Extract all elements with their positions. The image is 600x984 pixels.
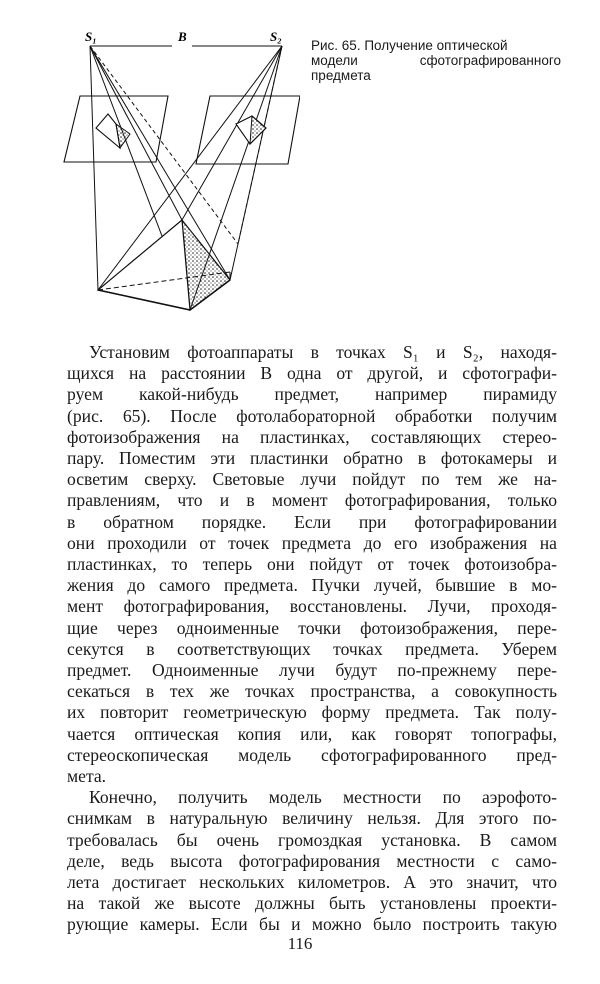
stereo-model-figure [60,20,300,320]
text-line: осветим сверху. Световые лучи пойдут по тем же на- [67,469,557,490]
label-s1: S₁ [85,29,97,44]
text-line: мета. [67,766,107,787]
text-line: щие через одноименные точки фотоизображения, пере- [67,617,557,638]
text-line: предмет. Одноименные лучи будут по-прежнему пере- [67,660,557,681]
text-line: чается оптическая копия или, как говорят топографы, [67,723,557,744]
caption-line: Рис. 65. Получение оптической [311,38,508,53]
text-line: на такой же высоте должны быть установлены проекти- [67,893,557,914]
label-s2: S₂ [270,29,282,44]
text-line: они проходили от точек предмета до его изображения на [67,532,557,553]
text-line: в обратном порядке. Если при фотографировании [67,511,557,532]
text-line: Установим фотоаппараты в точках S₁ и S₂, находя- [89,342,557,362]
diagram-lines [64,46,300,310]
text-line: правлениям, что и в момент фотографирования, только [67,490,557,511]
text-line: щихся на расстоянии B одна от другой, и сфотографи- [67,363,557,384]
text-line: снимкам в натуральную величину нельзя. Для этого по- [67,808,557,829]
text-line: мент фотографирования, восстановлены. Лучи, проходя- [67,596,557,617]
caption-line: предмета [311,68,371,83]
text-line: секутся в соответствующих точках предмета. Уберем [67,638,557,659]
pyramid-left-face [98,220,190,310]
text-line: их повторит геометрическую форму предмета. Так полу- [67,702,557,723]
label-b: B [178,29,187,44]
text-line: жения до самого предмета. Пучки лучей, бывшие в мо- [67,575,557,596]
text-line: деле, ведь высота фотографирования местности с само- [67,850,557,871]
body-text [67,342,557,936]
text-line: стереоскопическая модель сфотографированного пред- [67,744,557,765]
text-line: рующие камеры. Если бы и можно было построить такую [67,914,557,935]
text-line: фотоизображения на пластинках, составляющих стерео- [67,426,557,447]
paragraph-2 [67,787,557,935]
text-line: Конечно, получить модель местности по аэрофото- [89,787,557,808]
text-line: пару. Поместим эти пластинки обратно в фотокамеры и [67,448,557,469]
figure-caption [311,38,561,83]
text-line: (рис. 65). После фотолабораторной обработки получим [67,405,557,426]
text-line: лета достигает нескольких километров. А это значит, что [67,872,557,893]
text-line: пластинках, то теперь они пойдут от точек фотоизобра- [67,554,557,575]
page-number: 116 [287,934,313,953]
caption-line: модели сфотографированного [311,53,561,68]
text-line: требовалась бы очень громоздкая установка. В самом [67,829,557,850]
text-line: секаться в тех же точках пространства, а совокупность [67,681,557,702]
text-line: руем какой-нибудь предмет, например пирамиду [67,384,557,405]
paragraph-1 [67,342,557,787]
